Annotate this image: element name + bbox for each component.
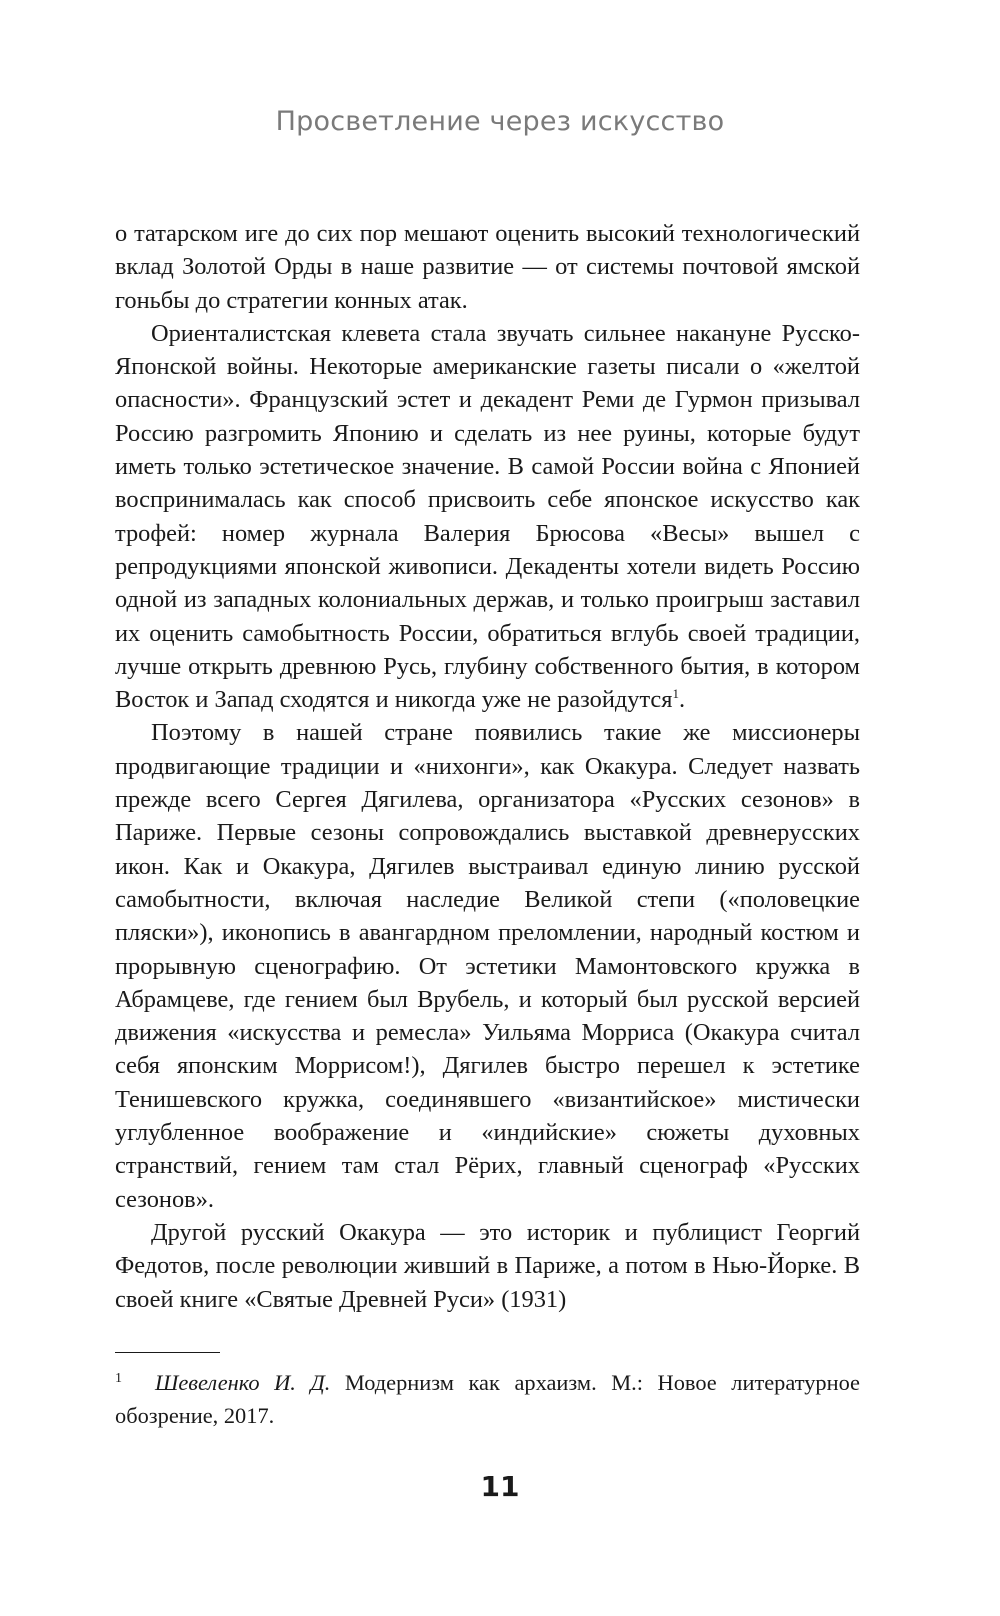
page-number: 11 [480,1470,520,1503]
running-head: Просветление через искусство [275,106,725,137]
paragraph-2 [115,317,860,717]
footnote: 1 Шевеленко И. Д. Модернизм как архаизм. М.: Новое литературное обозрение, 2017. [115,1370,860,1428]
paragraph-2-tail: . [678,686,686,714]
paragraph-2-text: Ориенталистская клевета стала звучать сильнее накануне Русско-Японской войны. Некоторые американские газеты писали о «желтой опасности». Французский эстет и декадент Реми де Гурмон призывал Россию разгромить Японию и сделать из нее руины, которые будут иметь только эстетическое значение. В самой России война с Японией воспринималась как способ присвоить себе японское искусство как трофей: номер журнала Валерия Брюсова «Весы» вышел с репродукциями японской живописи. Декаденты хотели видеть Россию одной из западных колониальных держав, и только проигрыш заставил их оценить самобытность России, обратиться вглубь своей традиции, лучше открыть древнюю Русь, глубину собственного бытия, в котором Восток и Запад сходятся и никогда уже не разойдутся [115,319,860,714]
paragraph-1: о татарском иге до сих пор мешают оценить высокий технологический вклад Золотой Орды в наше развитие — от системы почтовой ямской гоньбы до стратегии конных атак. [115,220,860,314]
footnote-author: Шевеленко И. Д. [155,1370,331,1395]
paragraph-4: Другой русский Окакура — это историк и публицист Георгий Федотов, после революции живший в Париже, а потом в Нью-Йорке. В своей книге «Святые Древней Руси» (1931) [115,1218,860,1313]
footnote-divider [115,1352,220,1353]
footnote-text: Модернизм как архаизм. М.: Новое литературное обозрение, 2017. [115,1370,860,1428]
footnote-reference[interactable]: 1 [672,686,679,702]
paragraph-3: Поэтому в нашей стране появились такие же миссионеры продвигающие традиции и «нихонги», как Окакура. Следует назвать прежде всего Сергея Дягилева, организатора «Русских сезонов» в Париже. Первые сезоны сопровождались выставкой древнерусских икон. Как и Окакура, Дягилев выстраивал единую линию русской самобытности, включая наследие Великой степи («половецкие пляски»), иконопись в авангардном преломлении, народный костюм и прорывную сценографию. От эстетики Мамонтовского кружка в Абрамцеве, где гением был Врубель, и который был русской версией движения «искусства и ремесла» Уильяма Морриса (Окакура считал себя японским Моррисом!), Дягилев быстро перешел к эстетике Тенишевского кружка, соединявшего «византийское» мистически углубленное воображение и «индийские» сюжеты духовных странствий, гением там стал Рёрих, главный сценограф «Русских сезонов». [115,719,860,1213]
body-text [115,217,860,1316]
